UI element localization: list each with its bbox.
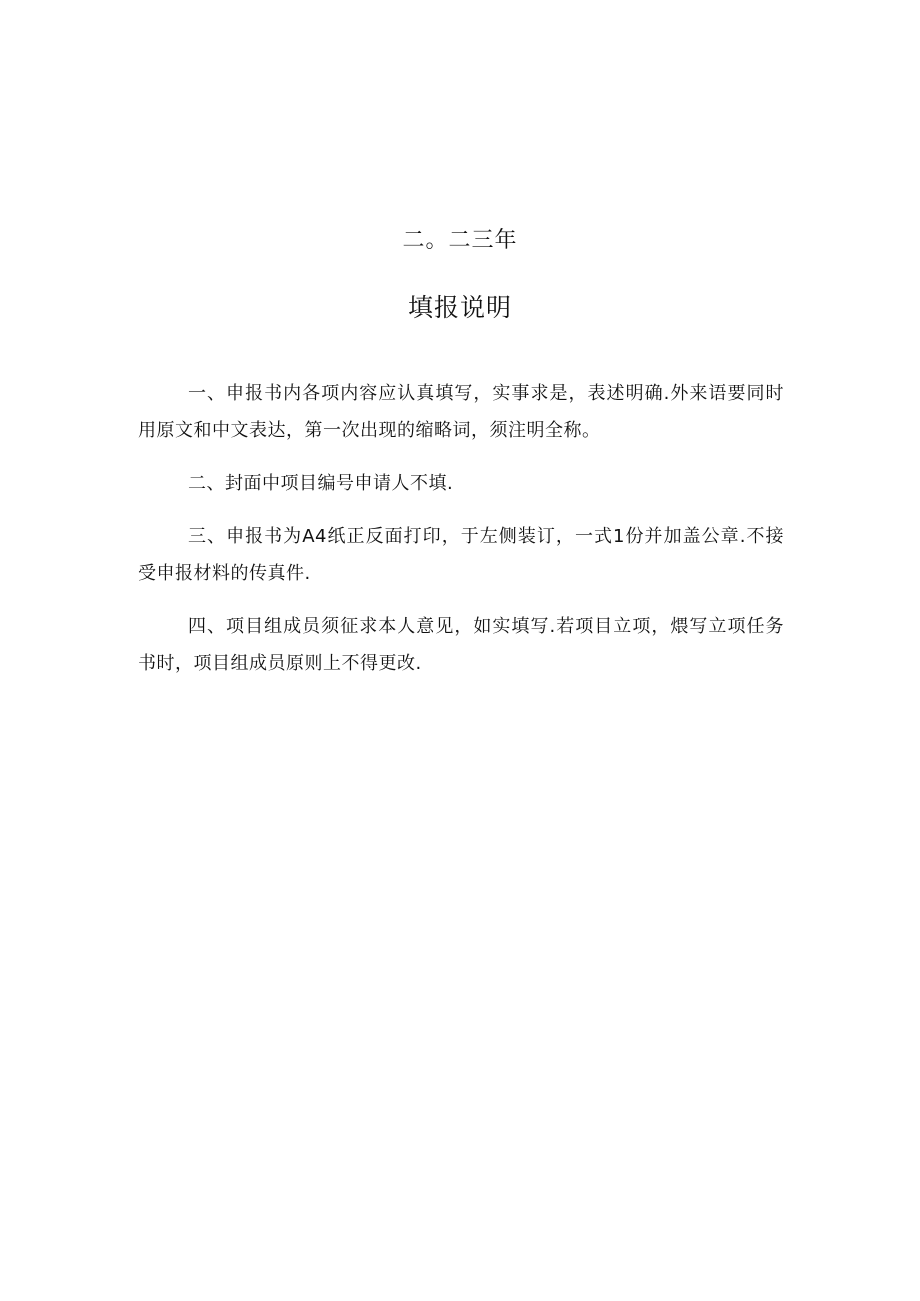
year-line: 二。二三年 <box>402 228 518 253</box>
instruction-paragraph-2: 二、封面中项目编号申请人不填. <box>188 473 454 494</box>
instruction-paragraph-1: 一、申报书内各项内容应认真填写，实事求是，表述明确.外来语要同时用原文和中文表达，第一次出现的缩略词，须注明全称。 <box>138 383 784 441</box>
instructions-body <box>138 375 784 698</box>
instruction-paragraph-3: 三、申报书为A4纸正反面打印，于左侧装订，一式1份并加盖公章.不接受申报材料的传真件. <box>138 526 784 584</box>
instruction-paragraph-4: 四、项目组成员须征求本人意见，如实填写.若项目立项，煨写立项任务书时，项目组成员原则上不得更改. <box>138 616 784 674</box>
instructions-heading: 填报说明 <box>407 293 512 322</box>
